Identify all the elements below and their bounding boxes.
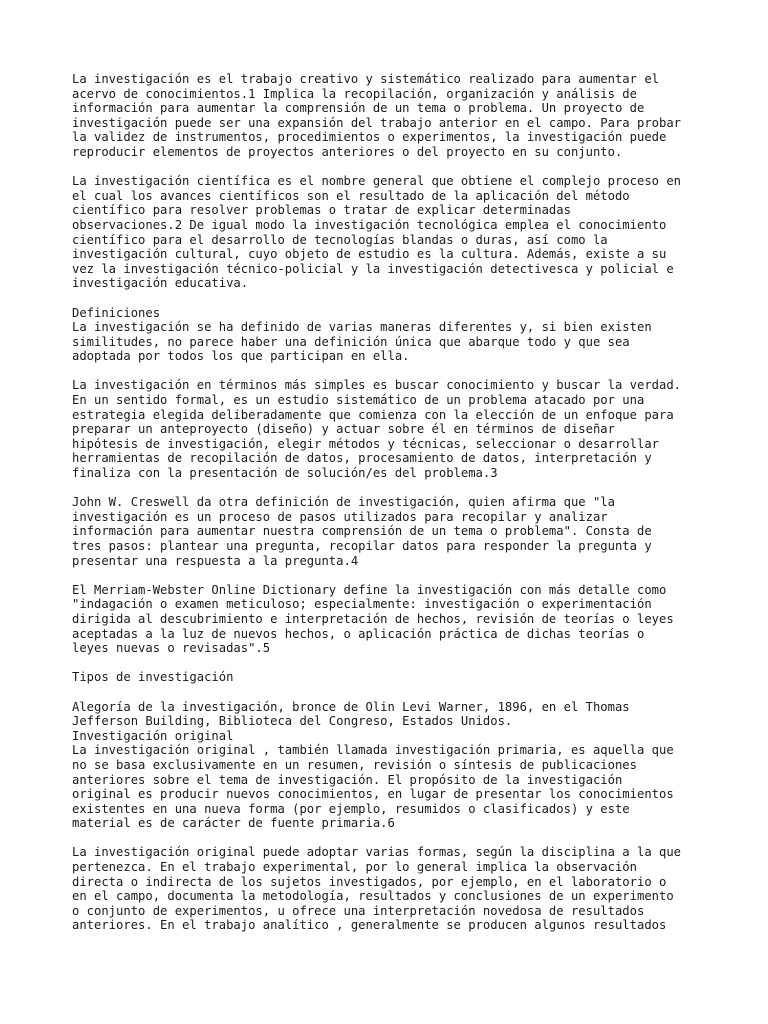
paragraph-p2	[72, 174, 712, 291]
text-line: el cual los avances científicos son el resultado de la aplicación del método	[72, 188, 630, 203]
text-line: presentar una respuesta a la pregunta.4	[72, 553, 359, 568]
paragraph-p9	[72, 845, 712, 933]
text-line: directa o indirecta de los sujetos investigados, por ejemplo, en el laboratorio o	[72, 874, 667, 889]
text-line: anteriores. En el trabajo analítico , generalmente se producen algunos resultados	[72, 918, 667, 933]
text-line: en el campo, documenta la metodología, resultados y conclusiones de un experimento	[72, 889, 674, 904]
paragraph-p1	[72, 72, 712, 160]
text-line: vez la investigación técnico-policial y la investigación detectivesca y policial e	[72, 261, 674, 276]
text-line: herramientas de recopilación de datos, procesamiento de datos, interpretación y	[72, 451, 652, 466]
paragraph-p4	[72, 378, 712, 480]
text-line: anteriores sobre el tema de investigación. El propósito de la investigación	[72, 772, 623, 787]
text-line: investigación cultural, cuyo objeto de estudio es la cultura. Además, existe a su	[72, 247, 667, 262]
text-line: tres pasos: plantear una pregunta, recopilar datos para responder la pregunta y	[72, 539, 652, 553]
text-line: similitudes, no parece haber una definición única que abarque todo y que sea	[72, 334, 630, 349]
text-line: En un sentido formal, es un estudio sistemático de un problema atacado por una	[72, 393, 645, 408]
text-line: La investigación original , también llamada investigación primaria, es aquella que	[72, 743, 674, 758]
text-line: El Merriam-Webster Online Dictionary define la investigación con más detalle como	[72, 582, 667, 597]
text-line: Jefferson Building, Biblioteca del Congreso, Estados Unidos.	[72, 714, 513, 729]
text-line: científico para resolver problemas o tratar de explicar determinadas	[72, 203, 571, 218]
text-line: pertenezca. En el trabajo experimental, por lo general implica la observación	[72, 860, 637, 875]
text-line: existentes en una nueva forma (por ejemplo, resumidos o clasificados) y este	[72, 801, 630, 816]
text-line: La investigación original puede adoptar varias formas, según la disciplina a la que	[72, 845, 682, 860]
text-line: John W. Creswell da otra definición de investigación, quien afirma que "la	[72, 495, 615, 510]
text-line: hipótesis de investigación, elegir métodos y técnicas, seleccionar o desarrollar	[72, 436, 659, 451]
paragraph-p6	[72, 583, 712, 656]
text-line: estrategia elegida deliberadamente que comienza con la elección de un enfoque para	[72, 407, 674, 422]
text-line: dirigida al descubrimiento e interpretación de hechos, revisión de teorías o leyes	[72, 611, 674, 626]
text-line: adoptada por todos los que participan en ella.	[72, 349, 410, 364]
text-line: acervo de conocimientos.1 Implica la recopilación, organización y análisis de	[72, 86, 637, 101]
text-line: la validez de instrumentos, procedimientos o experimentos, la investigación puede	[72, 130, 667, 145]
text-line: Alegoría de la investigación, bronce de Olin Levi Warner, 1896, en el Thomas	[72, 699, 630, 714]
text-line: Tipos de investigación	[72, 670, 234, 685]
text-line: información para aumentar nuestra comprensión de un tema o problema". Consta de	[72, 524, 652, 539]
text-line: investigación es un proceso de pasos utilizados para recopilar y analizar	[72, 509, 608, 524]
text-line: material es de carácter de fuente primaria.6	[72, 816, 395, 831]
text-line: o conjunto de experimentos, u ofrece una interpretación novedosa de resultados	[72, 903, 645, 918]
paragraph-p3	[72, 306, 712, 364]
paragraph-p7	[72, 670, 712, 685]
text-line: información para aumentar la comprensión de un tema o problema. Un proyecto de	[72, 101, 645, 116]
text-line: investigación puede ser una expansión del trabajo anterior en el campo. Para probar	[72, 115, 682, 130]
text-line: científico para el desarrollo de tecnologías blandas o duras, así como la	[72, 232, 608, 247]
text-line: La investigación se ha definido de varias maneras diferentes y, si bien existen	[72, 320, 652, 335]
paragraph-p5	[72, 495, 712, 568]
text-line: investigación educativa.	[72, 276, 249, 291]
text-line: La investigación es el trabajo creativo y sistemático realizado para aumentar el	[72, 72, 659, 86]
text-line: preparar un anteproyecto (diseño) y actuar sobre él en términos de diseñar	[72, 422, 615, 437]
text-line: no se basa exclusivamente en un resumen, revisión o síntesis de publicaciones	[72, 757, 637, 772]
text-line: original es producir nuevos conocimientos, en lugar de presentar los conocimientos	[72, 787, 674, 802]
text-line: La investigación en términos más simples es buscar conocimiento y buscar la verdad.	[72, 378, 682, 393]
text-line: aceptadas a la luz de nuevos hechos, o aplicación práctica de dichas teorías o	[72, 626, 645, 641]
text-line: Investigación original	[72, 728, 234, 743]
text-line: leyes nuevas o revisadas".5	[72, 641, 271, 656]
text-line: reproducir elementos de proyectos anteriores o del proyecto en su conjunto.	[72, 144, 623, 159]
document-page	[72, 72, 712, 933]
text-line: finaliza con la presentación de solución/es del problema.3	[72, 466, 498, 481]
text-line: "indagación o examen meticuloso; especialmente: investigación o experimentación	[72, 597, 652, 612]
text-line: observaciones.2 De igual modo la investigación tecnológica emplea el conocimiento	[72, 217, 667, 232]
text-line: Definiciones	[72, 305, 161, 320]
text-line: La investigación científica es el nombre general que obtiene el complejo proceso en	[72, 174, 682, 189]
paragraph-p8	[72, 700, 712, 831]
